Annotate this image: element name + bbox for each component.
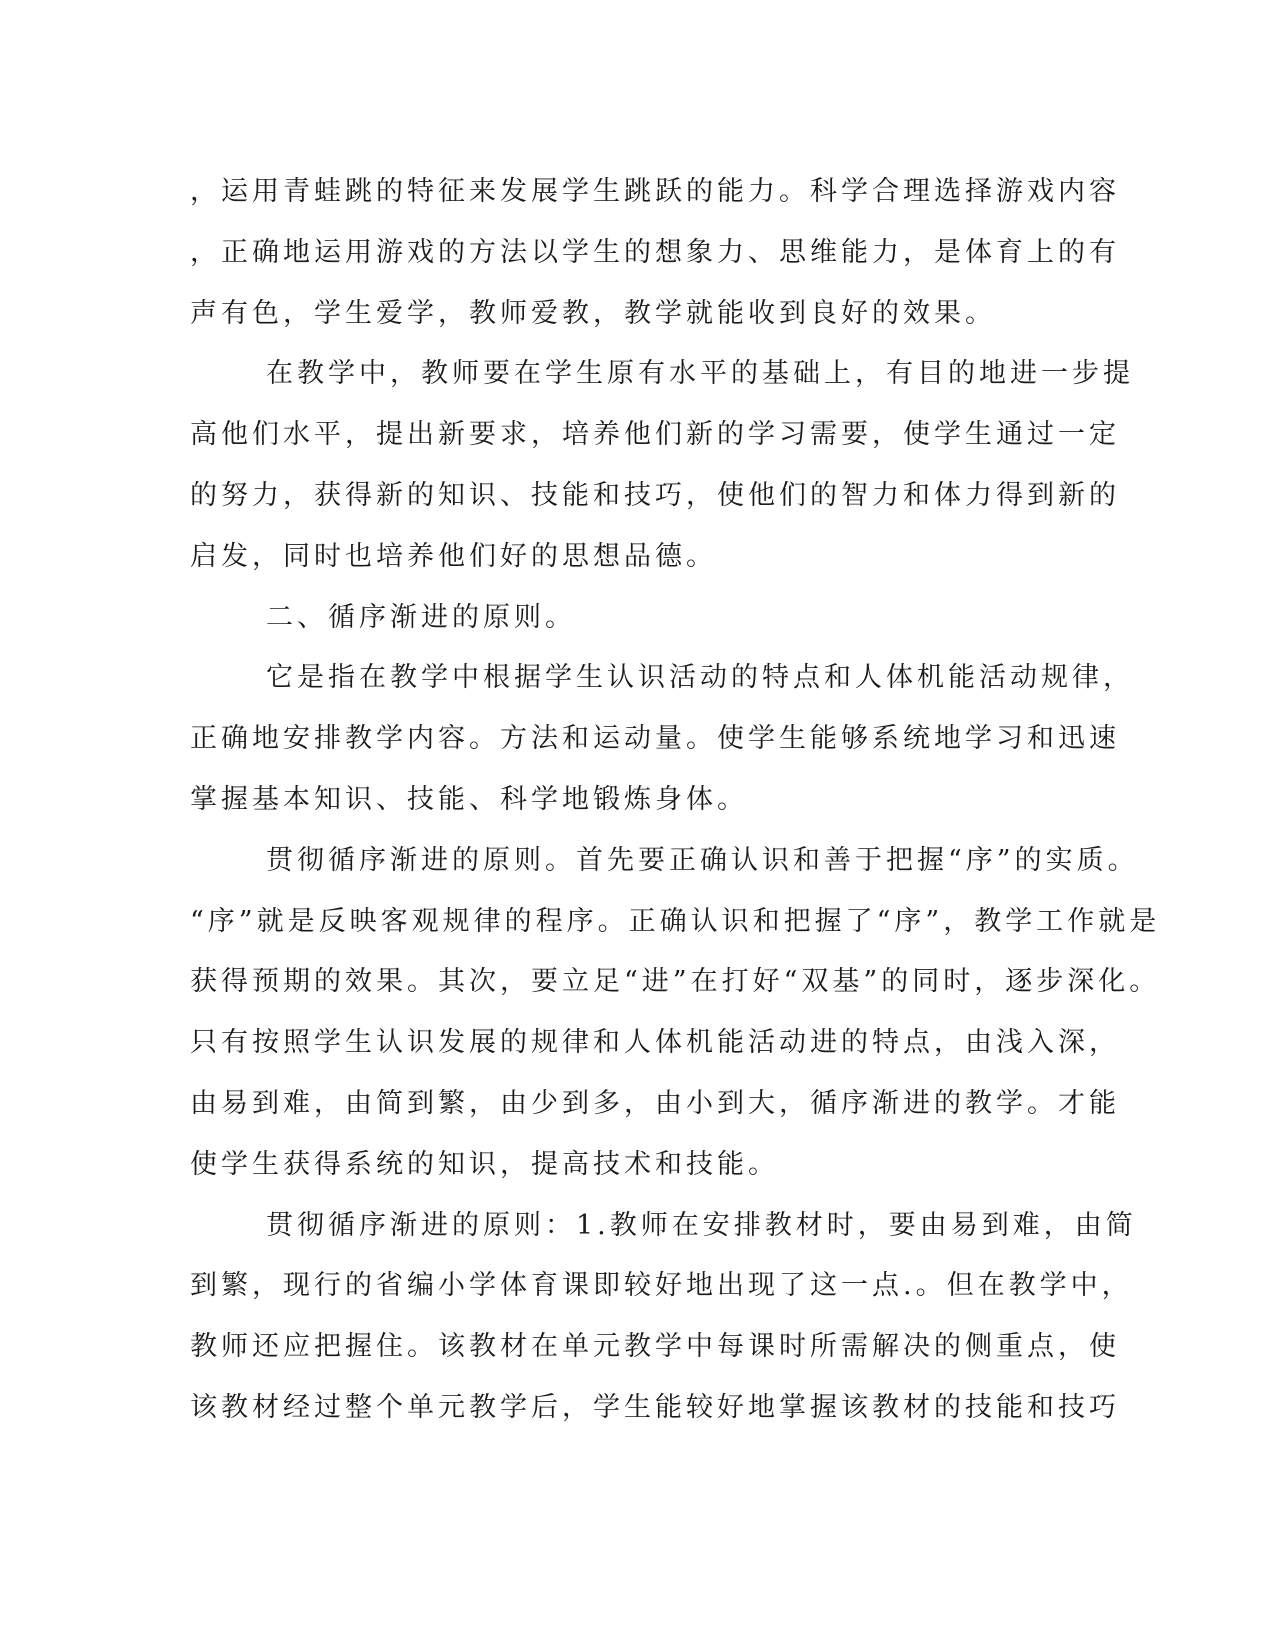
text-line: 贯彻循序渐进的原则：1.教师在安排教材时，要由易到难，由简: [266, 1209, 1137, 1241]
text-line: 启发，同时也培养他们好的思想品德。: [190, 540, 717, 572]
text-line: 正确地安排教学内容。方法和运动量。使学生能够系统地学习和迅速: [190, 723, 1120, 755]
text-line: 只有按照学生认识发展的规律和人体机能活动进的特点，由浅入深，: [190, 1027, 1120, 1059]
document-body: [190, 162, 1161, 1439]
text-line: 教师还应把握住。该教材在单元教学中每课时所需解决的侧重点，使: [190, 1331, 1120, 1363]
text-line: 由易到难，由简到繁，由少到多，由小到大，循序渐进的教学。才能: [190, 1087, 1120, 1119]
text-line: “序”就是反映客观规律的程序。正确认识和把握了“序”，教学工作就是: [190, 905, 1161, 937]
text-line: 使学生获得系统的知识，提高技术和技能。: [190, 1148, 779, 1180]
text-line: 到繁，现行的省编小学体育课即较好地出现了这一点.。但在教学中，: [190, 1270, 1133, 1302]
text-line: 获得预期的效果。其次，要立足“进”在打好“双基”的同时，逐步深化。: [190, 966, 1161, 998]
text-line: 二、循序渐进的原则。: [266, 601, 576, 633]
text-line: 它是指在教学中根据学生认识活动的特点和人体机能活动规律，: [266, 662, 1134, 694]
text-line: ，正确地运用游戏的方法以学生的想象力、思维能力，是体育上的有: [190, 236, 1120, 268]
text-line: ，运用青蛙跳的特征来发展学生跳跃的能力。科学合理选择游戏内容: [190, 176, 1120, 207]
text-line: 的努力，获得新的知识、技能和技巧，使他们的智力和体力得到新的: [190, 479, 1120, 511]
text-line: 高他们水平，提出新要求，培养他们新的学习需要，使学生通过一定: [190, 419, 1120, 451]
text-line: 该教材经过整个单元教学后，学生能较好地掌握该教材的技能和技巧: [190, 1391, 1120, 1423]
text-line: 在教学中，教师要在学生原有水平的基础上，有目的地进一步提: [266, 358, 1134, 390]
text-line: 声有色，学生爱学，教师爱教，教学就能收到良好的效果。: [190, 297, 996, 329]
text-line: 贯彻循序渐进的原则。首先要正确认识和善于把握“序”的实质。: [266, 844, 1139, 876]
text-line: 掌握基本知识、技能、科学地锻炼身体。: [190, 783, 748, 815]
